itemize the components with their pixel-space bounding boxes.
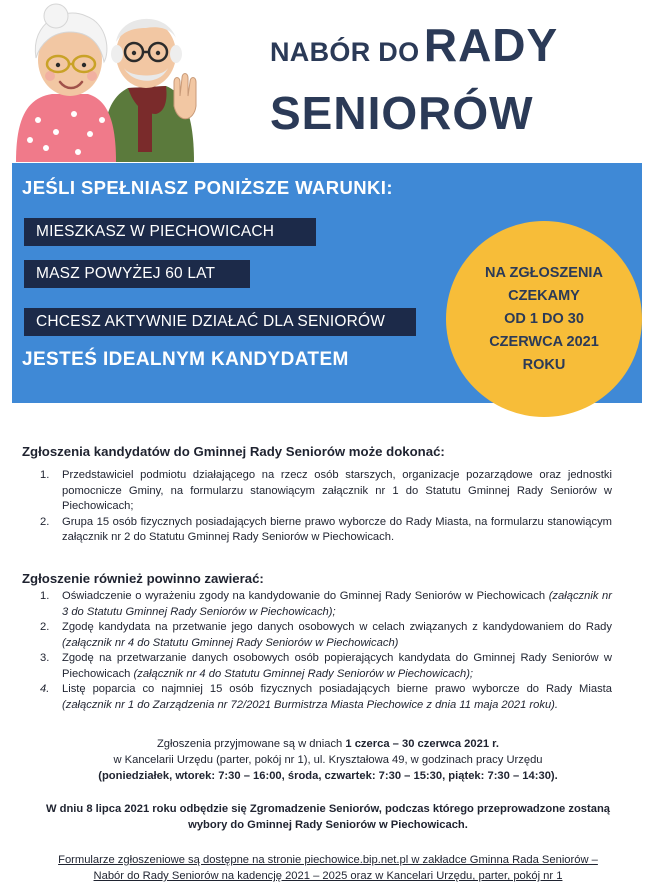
deadline-line: NA ZGŁOSZENIA <box>485 264 603 281</box>
condition-box: MASZ POWYŻEJ 60 LAT <box>24 260 250 288</box>
list-item <box>22 651 612 682</box>
deadline-line: CZEKAMY <box>508 287 580 304</box>
assembly-line: W dniu 8 lipca 2021 roku odbędzie się Zgromadzenie Seniorów, podczas którego przeprowadzone zostaną <box>45 803 611 815</box>
list-text: Grupa 15 osób fizycznych posiadających bierne prawo wyborcze do Rady Miasta, na formularzu stanowiącym załącznik nr 2 do Statutu Gminnej Rady Seniorów w Piechowicach. <box>62 515 612 543</box>
deadline-circle <box>446 221 642 417</box>
forms-line: Nabór do Rady Seniorów na kadencję 2021 – 2025 oraz w Kancelari Urzędu, parter, pokój nr 1 <box>93 870 563 882</box>
assembly-line: wybory do Gminnej Rady Seniorów w Piechowicach. <box>188 819 468 831</box>
deadline-text <box>469 262 619 377</box>
forms-line: Formularze zgłoszeniowe są dostępne na stronie piechowice.bip.net.pl w zakładce Gminna Rada Seniorów – <box>58 854 598 866</box>
list-note: (załącznik nr 4 do Statutu Gminnej Rady Seniorów w Piechowicach) <box>62 636 399 649</box>
submission-dates-line <box>20 736 636 752</box>
applicants-list <box>22 468 612 546</box>
list-number: 1. <box>40 469 50 481</box>
list-item <box>22 682 612 713</box>
senior-couple-illustration <box>16 2 206 162</box>
list-text: Oświadczenie o wyrażeniu zgody na kandydowanie do Gminnej Rady Seniorów w Piechowicach <box>62 590 549 602</box>
list-text: Listę poparcia co najmniej 15 osób fizycznych posiadających bierne prawo wyborcze do Rady Miasta <box>62 683 612 695</box>
submission-place: w Kancelarii Urzędu (parter, pokój nr 1), ul. Kryształowa 49, w godzinach pracy Urzędu <box>113 754 543 766</box>
office-hours: (poniedziałek, wtorek: 7:30 – 16:00, środa, czwartek: 7:30 – 15:30, piątek: 7:30 – 14:30). <box>98 770 558 782</box>
list-item <box>22 589 612 620</box>
list-item <box>22 468 612 515</box>
condition-box: MIESZKASZ W PIECHOWICACH <box>24 218 316 246</box>
deadline-line: CZERWCA 2021 <box>489 333 599 350</box>
deadline-line: OD 1 DO 30 <box>504 310 584 327</box>
list-text: Przedstawiciel podmiotu działającego na rzecz osób starszych, organizacje pozarządowe oraz jednostki pomocnicze Gminy, na formularzu stanowiącym załącznik nr 1 do Statutu Gminnej Rady Seniorów w Piechowicach; <box>62 469 612 512</box>
section-heading: Zgłoszenie również powinno zawierać: <box>22 571 264 586</box>
list-number: 4. <box>40 683 50 695</box>
deadline-line: ROKU <box>522 356 566 373</box>
list-number: 2. <box>40 515 50 528</box>
title-big: RADY <box>423 19 559 71</box>
list-text: Zgodę kandydata na przetwanie jego danych osobowych w celach związanych z kandydowaniem do Rady <box>62 621 612 633</box>
forms-info <box>20 852 636 884</box>
list-number: 1. <box>40 590 50 602</box>
submission-info <box>20 736 636 784</box>
list-item <box>22 620 612 651</box>
assembly-notice <box>20 801 636 833</box>
banner-heading: JEŚLI SPEŁNIASZ PONIŻSZE WARUNKI: <box>22 177 393 198</box>
list-note: (załącznik nr 3 do Statutu Gminnej Rady Seniorów w Piechowicach); <box>62 590 612 618</box>
title-small: NABÓR DO <box>270 37 420 67</box>
section-heading: Zgłoszenia kandydatów do Gminnej Rady Seniorów może dokonać: <box>22 444 445 459</box>
submission-dates: 1 czerca – 30 czerwca 2021 r. <box>345 738 500 750</box>
list-note: (załącznik nr 1 do Zarządzenia nr 72/2021 Burmistrza Miasta Piechowice z dnia 11 maja 2021 roku). <box>62 698 559 711</box>
requirements-list <box>22 589 612 713</box>
list-number: 2. <box>40 621 50 633</box>
poster-title <box>270 18 640 72</box>
list-number: 3. <box>40 652 50 664</box>
ideal-candidate-text: JESTEŚ IDEALNYM KANDYDATEM <box>22 349 349 370</box>
list-note: (załącznik nr 4 do Statutu Gminnej Rady Seniorów w Piechowicach); <box>133 667 474 680</box>
conditions-banner <box>12 163 642 403</box>
title-seniors: SENIORÓW <box>270 87 534 139</box>
submission-intro: Zgłoszenia przyjmowane są w dniach <box>156 738 346 750</box>
condition-box: CHCESZ AKTYWNIE DZIAŁAĆ DLA SENIORÓW <box>24 308 416 336</box>
list-item <box>22 515 612 546</box>
list-text: Zgodę na przetwarzanie danych osobowych osób popierających kandydata do Gminnej Rady Seniorów w Piechowicach <box>62 652 612 680</box>
